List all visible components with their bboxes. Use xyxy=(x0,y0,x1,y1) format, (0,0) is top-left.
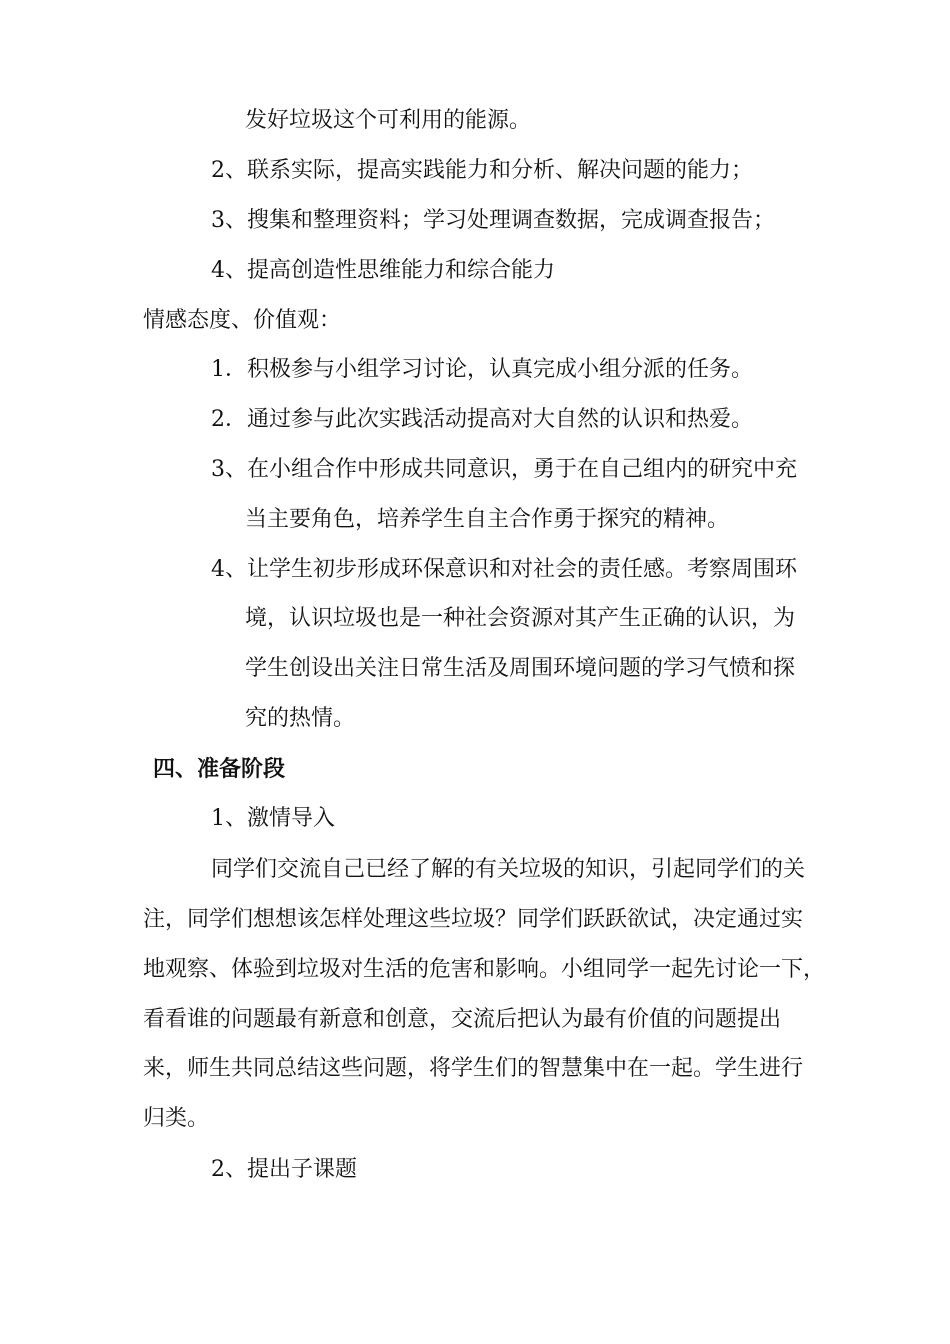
emotion-item-3-line-2: 当主要角色，培养学生自主合作勇于探究的精神。 xyxy=(245,507,730,532)
objective-item-2: 2、联系实际，提高实践能力和分析、解决问题的能力； xyxy=(211,158,753,183)
objective-item-3: 3、搜集和整理资料；学习处理调查数据，完成调查报告； xyxy=(211,208,775,233)
preparation-heading: 四、准备阶段 xyxy=(153,757,286,782)
preparation-paragraph-line-1: 同学们交流自己已经了解的有关垃圾的知识，引起同学们的关 xyxy=(211,857,806,882)
emotion-item-1: 1．积极参与小组学习讨论，认真完成小组分派的任务。 xyxy=(211,357,753,382)
emotion-item-2: 2．通过参与此次实践活动提高对大自然的认识和热爱。 xyxy=(211,407,753,432)
preparation-paragraph-line-5: 来，师生共同总结这些问题，将学生们的智慧集中在一起。学生进行 xyxy=(143,1056,804,1081)
objective-item-4: 4、提高创造性思维能力和综合能力 xyxy=(211,258,555,283)
preparation-paragraph-line-3: 地观察、体验到垃圾对生活的危害和影响。小组同学一起先讨论一下， xyxy=(143,957,826,982)
emotion-item-4-line-1: 4、让学生初步形成环保意识和对社会的责任感。考察周围环 xyxy=(211,557,797,582)
preparation-paragraph-line-2: 注，同学们想想该怎样处理这些垃圾？同学们跃跃欲试，决定通过实 xyxy=(143,907,804,932)
preparation-step-1-title: 1、激情导入 xyxy=(211,806,335,831)
preparation-paragraph-line-6: 归类。 xyxy=(143,1106,210,1131)
objective-continuation-line: 发好垃圾这个可利用的能源。 xyxy=(245,108,532,133)
preparation-paragraph-line-4: 看看谁的问题最有新意和创意，交流后把认为最有价值的问题提出 xyxy=(143,1007,782,1032)
emotion-item-4-line-3: 学生创设出关注日常生活及周围环境问题的学习气愤和探 xyxy=(245,656,796,681)
emotion-item-3-line-1: 3、在小组合作中形成共同意识，勇于在自己组内的研究中充 xyxy=(211,457,797,482)
preparation-step-2-title: 2、提出子课题 xyxy=(211,1157,357,1182)
emotion-item-4-line-2: 境，认识垃圾也是一种社会资源对其产生正确的认识，为 xyxy=(245,606,796,631)
emotion-section-title: 情感态度、价值观： xyxy=(143,308,342,333)
emotion-item-4-line-4: 究的热情。 xyxy=(245,706,356,731)
